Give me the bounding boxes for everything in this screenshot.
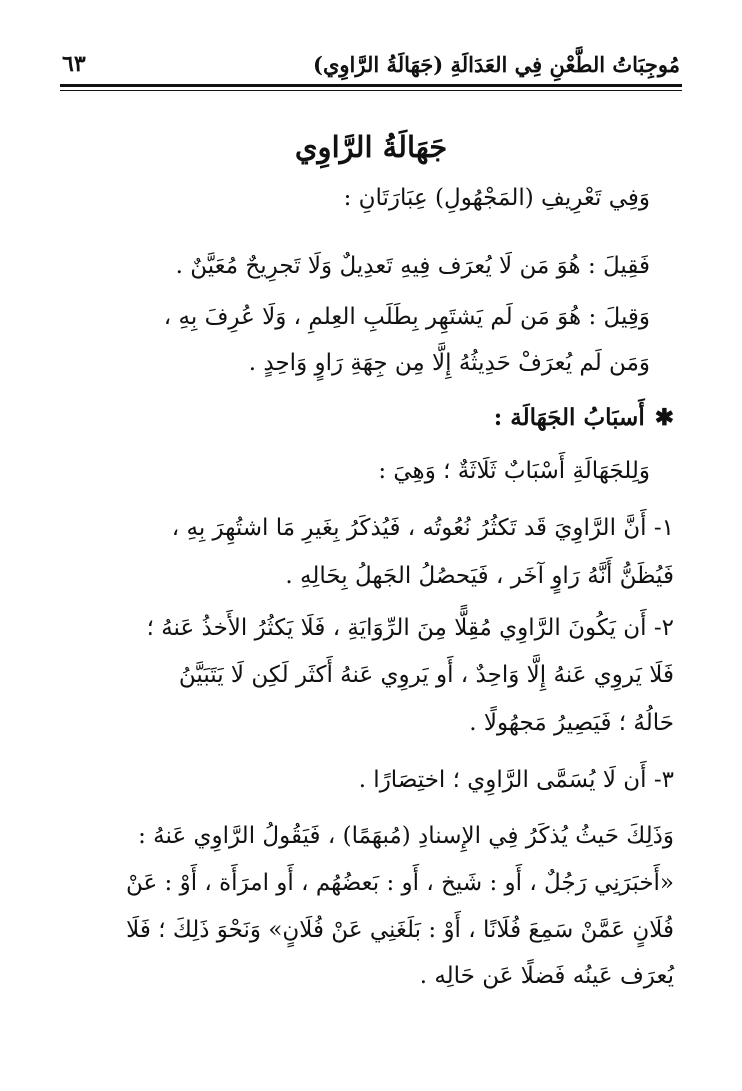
- section-title: جَهَالَةُ الرَّاوِي: [294, 130, 448, 164]
- cause-3: ٣- أَن لَا يُسَمَّى الرَّاوِي ؛ اختِصَارًا .: [358, 767, 674, 793]
- cause-2-line-3: حَالُهُ ؛ فَيَصِيرُ مَجهُولًا .: [469, 710, 674, 736]
- cause-2-line-2: فَلَا يَروِي عَنهُ إِلَّا وَاحِدٌ ، أَو يَروِي عَنهُ أَكثَر لَكِن لَا يَتَبَيَّنُ: [178, 662, 674, 688]
- cause-2-line-1: ٢- أَن يَكُونَ الرَّاوِي مُقِلًّا مِنَ الرِّوَايَةِ ، فَلَا يَكثُرُ الأَخذُ عَنهُ ؛: [146, 615, 674, 641]
- explanation-line-4: يُعرَف عَينُه فَضلًا عَن حَالِه .: [419, 963, 674, 989]
- explanation-line-3: فُلَانٍ عَمَّنْ سَمِعَ فُلَانًا ، أَوْ : بَلَغَنِي عَنْ فُلَانٍ» وَنَحْوَ ذَلِكَ ؛ فَلَا: [126, 917, 674, 943]
- cause-1-line-1: ١- أَنَّ الرَّاوِيَ قَد تَكثُرُ نُعُوتُه ، فَيُذكَرُ بِغَيرِ مَا اشتُهِرَ بِهِ ،: [171, 515, 674, 541]
- explanation-line-1: وَذَلِكَ حَيثُ يُذكَرُ فِي الإِسنادِ (مُبهَمًا) ، فَيَقُولُ الرَّاوِي عَنهُ :: [138, 823, 674, 849]
- definition-intro: وَفِي تَعْرِيفِ (المَجْهُولِ) عِبَارَتَانِ :: [343, 185, 650, 211]
- definition-second-line-2: وَمَن لَم يُعرَفْ حَدِيثُهُ إِلَّا مِن جِهَةِ رَاوٍ وَاحِدٍ .: [248, 350, 650, 376]
- explanation-line-2: «أَخبَرَنِي رَجُلٌ ، أَو : شَيخ ، أَو : بَعضُهُم ، أَو امرَأَة ، أَوْ : عَنْ: [125, 870, 674, 896]
- definition-second-line-1: وَقِيلَ : هُوَ مَن لَم يَشتَهِر بِطَلَبِ العِلمِ ، وَلَا عُرِفَ بِهِ ،: [163, 304, 650, 330]
- definition-first: فَقِيلَ : هُوَ مَن لَا يُعرَف فِيهِ تَعدِيلٌ وَلَا تَجرِيحٌ مُعَيَّنٌ .: [175, 253, 650, 279]
- asterisk-icon: ✱: [654, 404, 674, 431]
- subheading-causes-text: أَسبَابُ الجَهَالَة :: [493, 404, 645, 431]
- header-divider: [60, 84, 682, 91]
- running-head-title: مُوجِبَاتُ الطَّعْنِ فِي العَدَالَةِ (جَهَالَةُ الرَّاوِي): [313, 51, 680, 77]
- subheading-causes: [68, 404, 674, 432]
- page-header: [62, 44, 680, 84]
- cause-1-line-2: فَيُظَنُّ أَنَّهُ رَاوٍ آخَر ، فَيَحصُلُ الجَهلُ بِحَالِهِ .: [285, 563, 674, 589]
- causes-intro: وَلِلجَهَالَةِ أَسْبَابٌ ثَلَاثَةٌ ؛ وَهِيَ :: [378, 458, 650, 484]
- page-number: ٦٣: [62, 51, 86, 77]
